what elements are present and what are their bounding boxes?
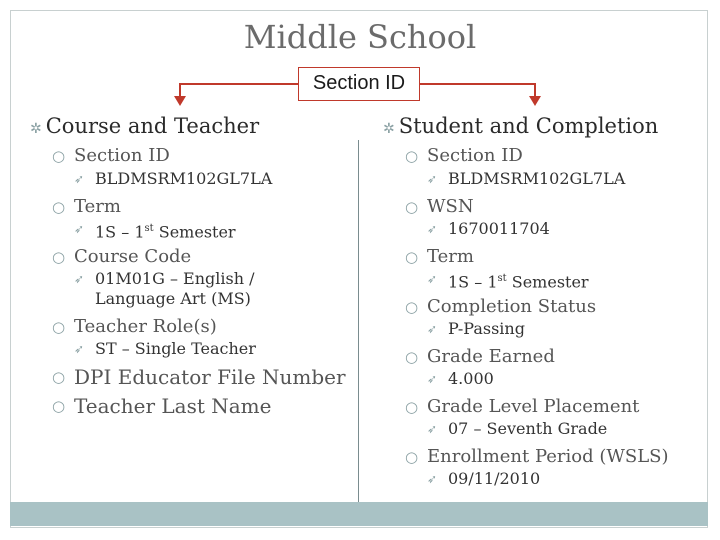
list-item: ○ Course Code bbox=[52, 246, 192, 267]
list-subitem: ➶ ST – Single Teacher bbox=[74, 339, 256, 358]
arrow-bullet-icon: ➶ bbox=[427, 172, 438, 186]
circle-bullet-icon: ○ bbox=[52, 318, 66, 336]
arrow-bullet-icon: ➶ bbox=[74, 172, 85, 186]
list-item: ○ Grade Earned bbox=[405, 346, 555, 367]
circle-bullet-icon: ○ bbox=[405, 298, 419, 316]
list-subitem: ➶ 1S – 1st Semester bbox=[30, 219, 350, 245]
list-subitem: ➶ P-Passing bbox=[427, 319, 525, 338]
circle-bullet-icon: ○ bbox=[405, 147, 419, 165]
bullet-icon: ✲ bbox=[383, 121, 395, 137]
circle-bullet-icon: ○ bbox=[405, 448, 419, 466]
circle-bullet-icon: ○ bbox=[52, 397, 66, 415]
list-subitem: ➶ 1670011704 bbox=[427, 219, 550, 238]
circle-bullet-icon: ○ bbox=[52, 368, 66, 386]
list-subitem: ➶ 01M01G – English / Language Art (MS) bbox=[74, 269, 255, 308]
list-item: ○ Teacher Last Name bbox=[30, 392, 350, 421]
arrow-bullet-icon: ➶ bbox=[427, 322, 438, 336]
arrow-bullet-icon: ➶ bbox=[427, 272, 438, 286]
circle-bullet-icon: ○ bbox=[52, 248, 66, 266]
list-subitem: ➶ 07 – Seventh Grade bbox=[427, 419, 608, 438]
list-item: ○ Term bbox=[405, 246, 474, 267]
list-item: ○ WSN bbox=[405, 196, 474, 217]
circle-bullet-icon: ○ bbox=[52, 147, 66, 165]
list-item: ○ Enrollment Period (WSLS) bbox=[405, 446, 669, 467]
arrow-bullet-icon: ➶ bbox=[74, 342, 85, 356]
list-item: ○ DPI Educator File Number bbox=[30, 363, 350, 392]
right-column bbox=[383, 112, 703, 495]
arrow-bullet-icon: ➶ bbox=[74, 272, 85, 286]
circle-bullet-icon: ○ bbox=[405, 348, 419, 366]
list-item: ○ Term bbox=[52, 196, 121, 217]
right-arrow-line bbox=[420, 84, 535, 98]
arrow-bullet-icon: ➶ bbox=[427, 472, 438, 486]
section-id-box: Section ID bbox=[298, 67, 420, 101]
list-subitem: ➶ 09/11/2010 bbox=[427, 469, 541, 488]
right-arrowhead bbox=[529, 96, 541, 106]
list-subitem: ➶ 4.000 bbox=[427, 369, 494, 388]
list-item: ○ Section ID bbox=[30, 143, 350, 169]
arrow-bullet-icon: ➶ bbox=[427, 422, 438, 436]
arrow-bullet-icon: ➶ bbox=[74, 222, 85, 236]
list-item: ○ Grade Level Placement bbox=[405, 396, 640, 417]
list-item: ○ Section ID bbox=[383, 143, 703, 169]
circle-bullet-icon: ○ bbox=[405, 398, 419, 416]
list-subitem: ➶ 1S – 1st Semester bbox=[383, 269, 703, 295]
arrow-bullet-icon: ➶ bbox=[427, 222, 438, 236]
bullet-icon: ✲ bbox=[30, 121, 42, 137]
page-title: Middle School bbox=[243, 18, 477, 56]
circle-bullet-icon: ○ bbox=[405, 198, 419, 216]
list-subitem: ➶ BLDMSRM102GL7LA bbox=[427, 169, 626, 188]
list-subitem: ➶ BLDMSRM102GL7LA bbox=[74, 169, 273, 188]
list-item: ○ Completion Status bbox=[405, 296, 597, 317]
circle-bullet-icon: ○ bbox=[405, 248, 419, 266]
column-divider bbox=[358, 140, 359, 502]
left-arrowhead bbox=[174, 96, 186, 106]
left-heading: ✲ Course and Teacher bbox=[30, 114, 260, 138]
arrow-bullet-icon: ➶ bbox=[427, 372, 438, 386]
right-heading: ✲ Student and Completion bbox=[383, 114, 659, 138]
left-arrow-line bbox=[180, 84, 298, 98]
left-column bbox=[30, 112, 350, 421]
list-item: ○ Teacher Role(s) bbox=[52, 316, 217, 337]
circle-bullet-icon: ○ bbox=[52, 198, 66, 216]
